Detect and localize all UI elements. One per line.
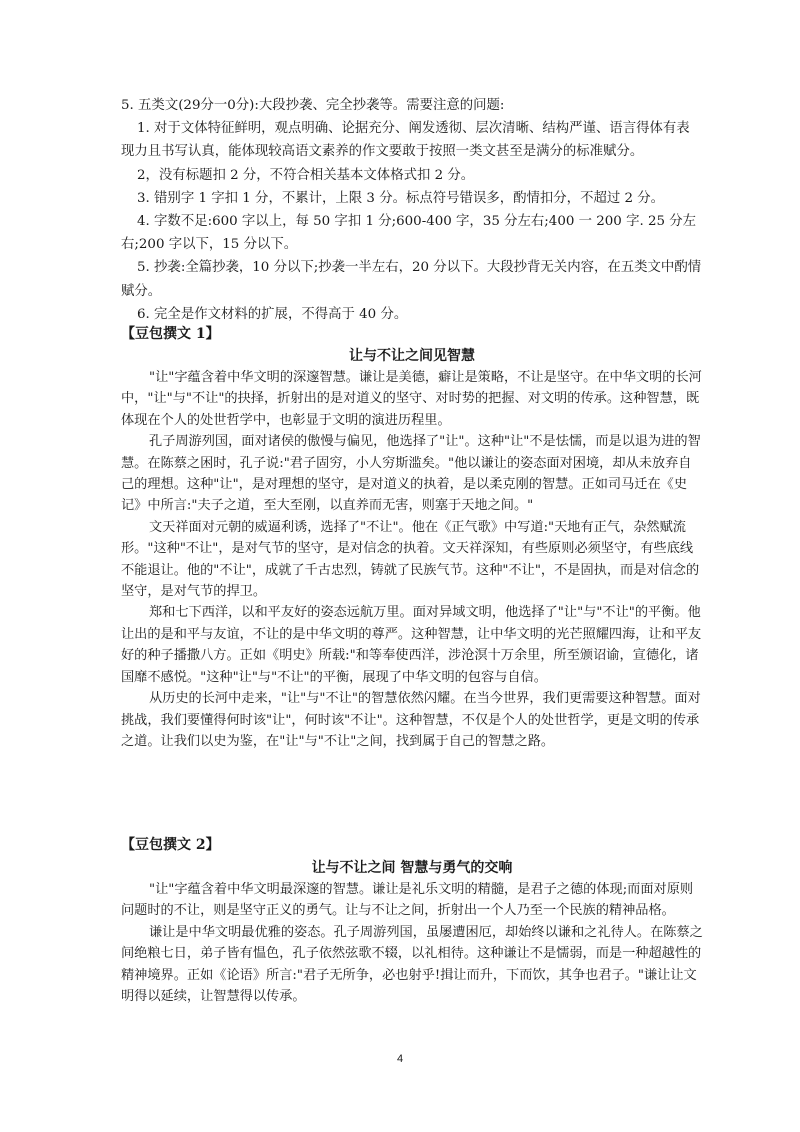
rule-item-6: 6. 完全是作文材料的扩展，不得高于 40 分。 bbox=[137, 306, 408, 322]
essay-2-paragraph: "让"字蕴含着中华文明最深邃的智慧。谦让是礼乐文明的精髓，是君子之德的体现;而面对原则问题时的不让，则是坚守正义的勇气。让与不让之间，折射出一个人乃至一个民族的精神品格。 bbox=[121, 882, 694, 919]
page-number: 4 bbox=[396, 1053, 404, 1065]
essay-1-paragraph: "让"字蕴含着中华文明的深邃智慧。谦让是美德，癖让是策略，不让是坚守。在中华文明的长河中，"让"与"不让"的抉择，折射出的是对道义的坚守、对时势的把握、对文明的传承。这种智慧，既体现在个人的处世哲学中，也彰显于文明的演进历程里。 bbox=[121, 370, 702, 428]
essay-1-title: 让与不让之间见智慧 bbox=[349, 348, 475, 364]
rule-item-2: 2，没有标题扣 2 分，不符合相关基本文体格式扣 2 分。 bbox=[137, 167, 475, 183]
grading-rules bbox=[121, 94, 703, 326]
rule-item-1: 1. 对于文体特征鲜明，观点明确、论据充分、阐发透彻、层次清晰、结构严谨、语言得体有表现力且书写认真，能体现较高语文素养的作文要敢于按照一类文甚至是满分的标准赋分。 bbox=[121, 121, 690, 160]
essay-1-paragraph: 郑和七下西洋，以和平友好的姿态远航万里。面对异域文明，他选择了"让"与"不让"的平衡。他让出的是和平与友谊，不让的是中华文明的尊严。这种智慧，让中华文明的光芒照耀四海，让和平友好的种子播撒八方。正如《明史》所载:"和等奉使西洋，涉沧溟十万余里，所至颁诏谕，宣德化，诸国靡不感悦。"这种"让"与"不让"的平衡，展现了中华文明的包容与自信。 bbox=[121, 605, 702, 685]
essay-2-title: 让与不让之间 智慧与勇气的交响 bbox=[311, 860, 513, 876]
rules-heading: 5. 五类文(29分一0分):大段抄袭、完全抄袭等。需要注意的问题: bbox=[121, 98, 505, 113]
essay-2 bbox=[121, 834, 703, 1007]
essay-1-paragraph: 文天祥面对元朝的威逼利诱，选择了"不让"。他在《正气歌》中写道:"天地有正气，杂然赋流形。"这种"不让"，是对气节的坚守，是对信念的执着。文天祥深知，有些原则必须坚守，有些底线不能退让。他的"不让"，成就了千古忠烈，铸就了民族气节。这种"不让"，不是固执，而是对信念的坚守，是对气节的捍卫。 bbox=[121, 519, 700, 600]
rule-item-3: 3. 错别字 1 字扣 1 分，不累计，上限 3 分。标点符号错误多，酌情扣分，不超过 2 分。 bbox=[137, 190, 665, 206]
essay-1-tag: 【豆包撰文 1】 bbox=[121, 326, 220, 342]
rule-item-4: 4. 字数不足:600 字以上，每 50 字扣 1 分;600-400 字，35 分左右;400 一 200 字. 25 分左右;200 字以下，15 分以下。 bbox=[121, 214, 697, 253]
essay-1-paragraph: 孔子周游列国，面对诸侯的傲慢与偏见，他选择了"让"。这种"让"不是怯懦，而是以退为进的智慧。在陈蔡之困时，孔子说:"君子固穷，小人穷斯滥矣。"他以谦让的姿态面对困境，却从未放弃自己的理想。这种"让"，是对理想的坚守，是对道义的执着，是以柔克刚的智慧。正如司马迁在《史记》中所言:"夫子之道，至大至刚，以直养而无害，则塞于天地之间。" bbox=[121, 434, 701, 514]
essay-1-paragraph: 从历史的长河中走来，"让"与"不让"的智慧依然闪耀。在当今世界，我们更需要这种智慧。面对挑战，我们要懂得何时该"让"，何时该"不让"。这种智慧，不仅是个人的处世哲学，更是文明的传承之道。让我们以史为鉴，在"让"与"不让"之间，找到属于自己的智慧之路。 bbox=[121, 691, 701, 749]
essay-2-tag: 【豆包撰文 2】 bbox=[121, 837, 220, 853]
essay-1 bbox=[121, 323, 703, 752]
essay-2-paragraph: 谦让是中华文明最优雅的姿态。孔子周游列国，虽屡遭困厄，却始终以谦和之礼待人。在陈蔡之间绝粮七日，弟子皆有愠色，孔子依然弦歌不辍，以礼相待。这种谦让不是懦弱，而是一种超越性的精神境界。正如《论语》所言:"君子无所争，必也射乎!揖让而升，下而饮，其争也君子。"谦让让文明得以延续，让智慧得以传承。 bbox=[121, 924, 703, 1005]
rule-item-5: 5. 抄袭:全篇抄袭，10 分以下;抄袭一半左右，20 分以下。大段抄背无关内容，在五类文中酌情赋分。 bbox=[121, 260, 702, 299]
